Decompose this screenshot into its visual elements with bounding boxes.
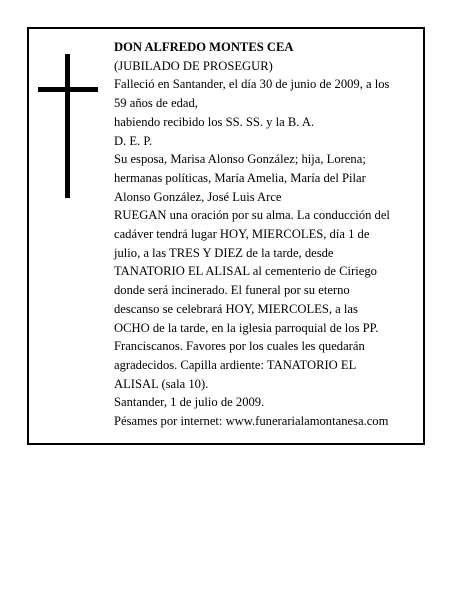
ceremony-line: RUEGAN una oración por su alma. La conducción del: [114, 208, 390, 223]
age-line: 59 años de edad,: [114, 96, 198, 111]
ceremony-line: cadáver tendrá lugar HOY, MIERCOLES, día 1 de: [114, 227, 370, 242]
family-line: Su esposa, Marisa Alonso González; hija, Lorena;: [114, 152, 366, 167]
family-line: Alonso González, José Luis Arce: [114, 189, 282, 204]
ceremony-line: donde será incinerado. El funeral por su eterno: [114, 283, 350, 298]
ceremony-line: julio, a las TRES Y DIEZ de la tarde, desde: [114, 245, 334, 260]
cross-horizontal-bar: [38, 87, 98, 92]
ceremony-line: Franciscanos. Favores por los cuales les quedarán: [114, 339, 365, 354]
death-date-line: Falleció en Santander, el día 30 de junio de 2009, a los: [114, 77, 390, 92]
ceremony-line: ALISAL (sala 10).: [114, 376, 209, 391]
ceremony-line: TANATORIO EL ALISAL al cementerio de Ciriego: [114, 264, 377, 279]
condolences-line: Pésames por internet: www.funerarialamontanesa.com: [114, 414, 389, 429]
occupation-line: (JUBILADO DE PROSEGUR): [114, 58, 273, 73]
place-date-line: Santander, 1 de julio de 2009.: [114, 395, 265, 410]
ceremony-line: OCHO de la tarde, en la iglesia parroquial de los PP.: [114, 320, 379, 335]
ceremony-line: agradecidos. Capilla ardiente: TANATORIO EL: [114, 357, 357, 372]
obituary-text: [114, 38, 416, 431]
dep-line: D. E. P.: [114, 133, 153, 148]
cross-vertical-bar: [65, 54, 70, 198]
sacraments-line: habiendo recibido los SS. SS. y la B. A.: [114, 114, 315, 129]
ceremony-line: descanso se celebrará HOY, MIERCOLES, a las: [114, 301, 358, 316]
deceased-name: DON ALFREDO MONTES CEA: [114, 40, 294, 54]
cross-icon: [38, 54, 98, 198]
family-line: hermanas políticas, María Amelia, María del Pilar: [114, 170, 366, 185]
